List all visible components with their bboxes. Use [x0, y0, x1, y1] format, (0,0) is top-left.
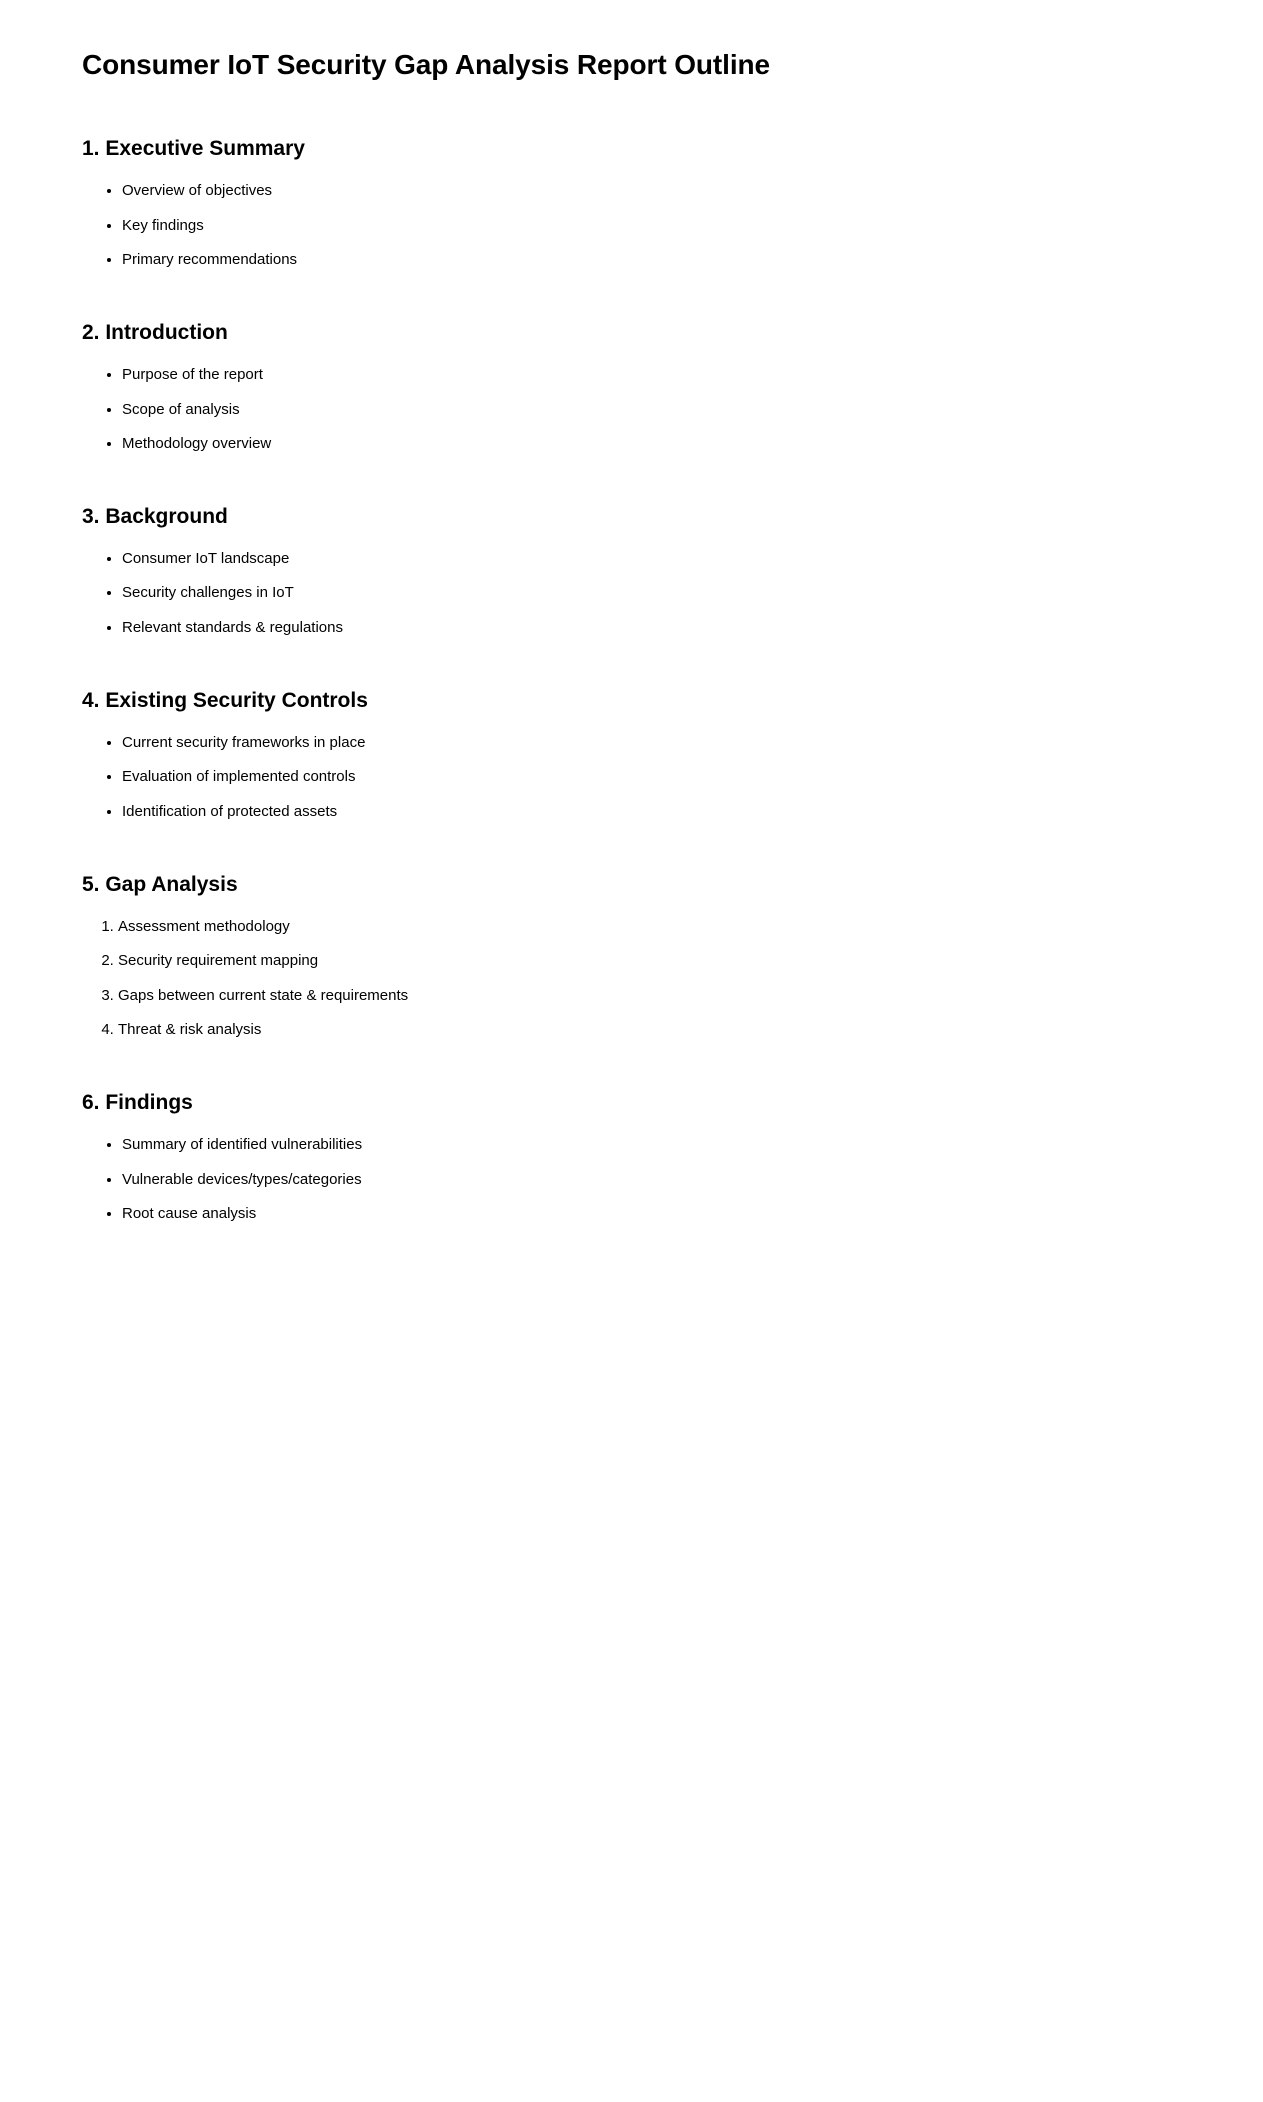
- outline-sections: [82, 136, 1181, 1224]
- list-item: • Root cause analysis: [122, 1204, 1181, 1224]
- list-item: • Evaluation of implemented controls: [122, 767, 1181, 787]
- list-item: • Purpose of the report: [122, 365, 1181, 385]
- section-heading: 5. Gap Analysis: [82, 872, 238, 896]
- list-item: • Identification of protected assets: [122, 802, 1181, 822]
- section-heading: 4. Existing Security Controls: [82, 688, 368, 712]
- outline-section: [82, 320, 1181, 454]
- bullet-item-list: [82, 1135, 1181, 1224]
- outline-section: [82, 136, 1181, 270]
- section-heading: 1. Executive Summary: [82, 137, 305, 161]
- list-item: • Overview of objectives: [122, 181, 1181, 201]
- list-item: • Current security frameworks in place: [122, 733, 1181, 753]
- outline-section: [82, 1090, 1181, 1224]
- list-item: 4. Threat & risk analysis: [118, 1020, 1181, 1040]
- section-heading: 2. Introduction: [82, 321, 228, 345]
- list-item: • Security challenges in IoT: [122, 583, 1181, 603]
- list-item: • Key findings: [122, 216, 1181, 236]
- bullet-item-list: [82, 733, 1181, 822]
- list-item: 1. Assessment methodology: [118, 917, 1181, 937]
- list-item: • Methodology overview: [122, 434, 1181, 454]
- list-item: • Vulnerable devices/types/categories: [122, 1170, 1181, 1190]
- bullet-item-list: [82, 181, 1181, 270]
- list-item: • Relevant standards & regulations: [122, 618, 1181, 638]
- list-item: • Scope of analysis: [122, 400, 1181, 420]
- page-title: Consumer IoT Security Gap Analysis Report Outline: [82, 49, 770, 80]
- list-item: 3. Gaps between current state & requirements: [118, 986, 1181, 1006]
- section-heading: 6. Findings: [82, 1091, 193, 1115]
- list-item: • Primary recommendations: [122, 250, 1181, 270]
- bullet-item-list: [82, 365, 1181, 454]
- bullet-item-list: [82, 549, 1181, 638]
- outline-section: [82, 872, 1181, 1040]
- list-item: 2. Security requirement mapping: [118, 951, 1181, 971]
- section-heading: 3. Background: [82, 505, 228, 529]
- list-item: • Consumer IoT landscape: [122, 549, 1181, 569]
- outline-section: [82, 504, 1181, 638]
- outline-section: [82, 688, 1181, 822]
- ordered-item-list: [82, 917, 1181, 1040]
- list-item: • Summary of identified vulnerabilities: [122, 1135, 1181, 1155]
